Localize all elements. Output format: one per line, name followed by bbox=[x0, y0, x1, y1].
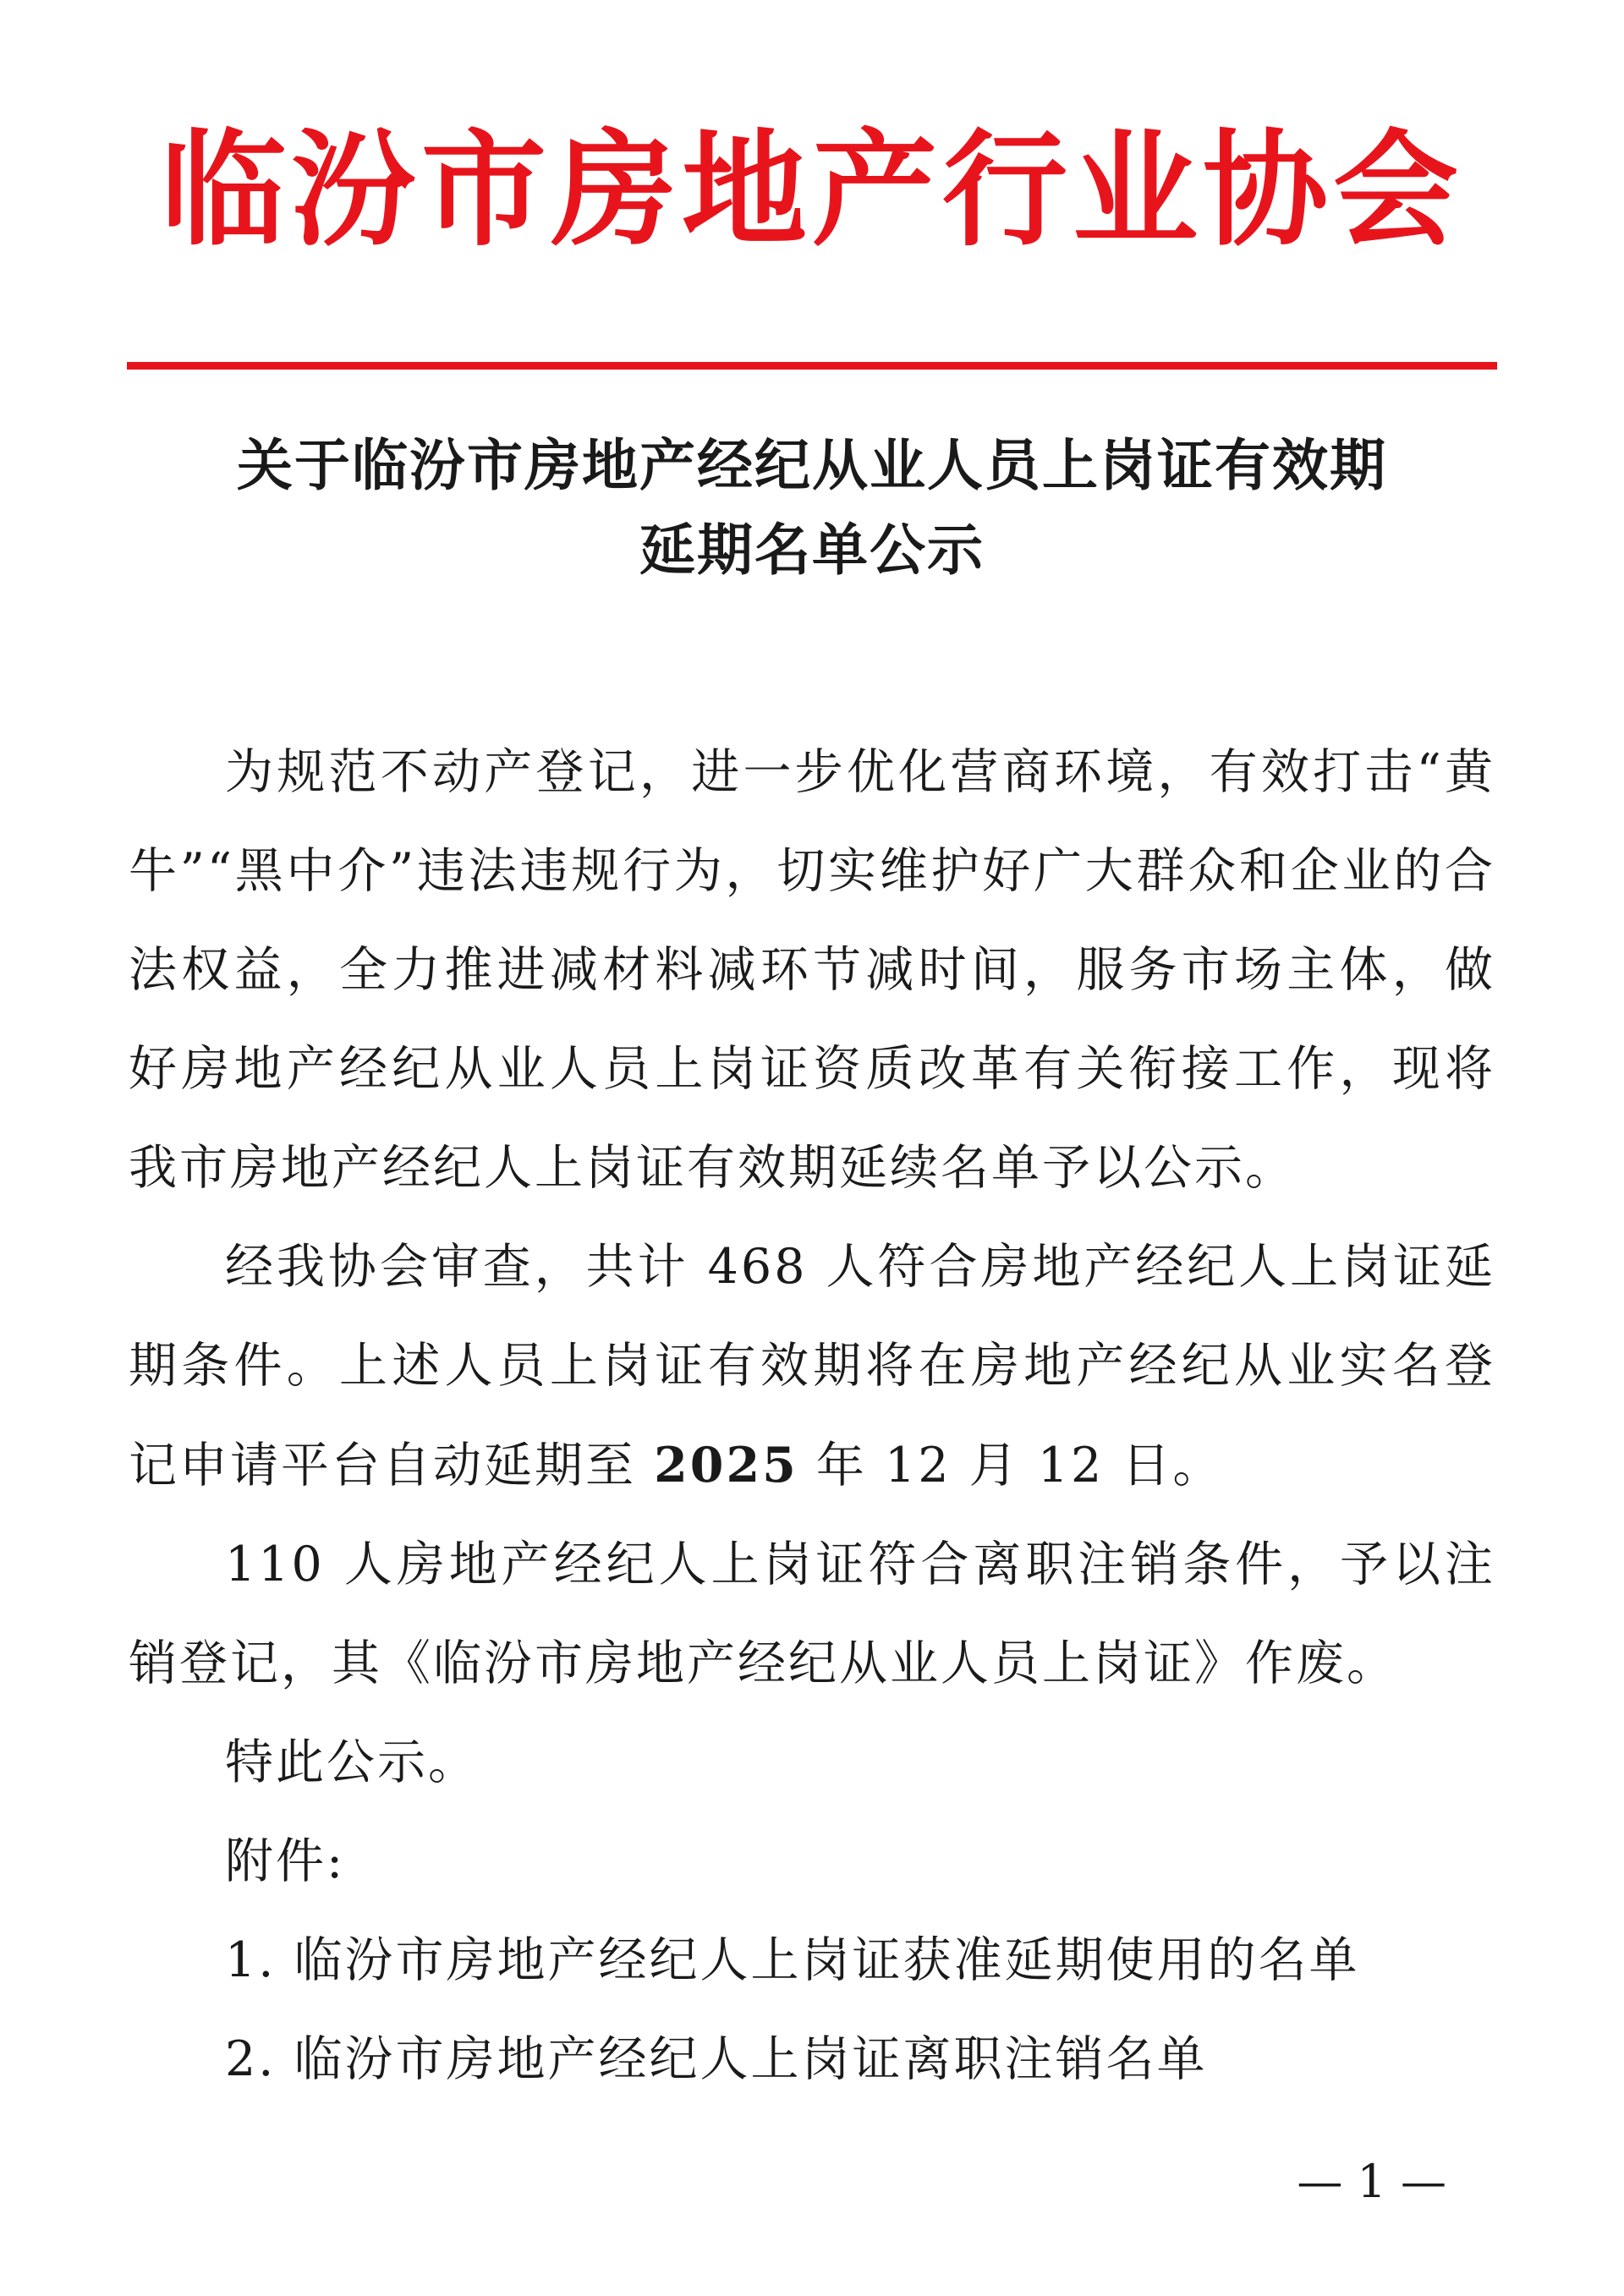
attachment-item-1: 1. 临汾市房地产经纪人上岗证获准延期使用的名单 bbox=[225, 1932, 1360, 1988]
document-title-line-2: 延期名单公示 bbox=[639, 517, 985, 583]
paragraph-review-date: 年 12 月 12 日。 bbox=[798, 1438, 1224, 1493]
attachment-item-2: 2. 临汾市房地产经纪人上岗证离职注销名单 bbox=[225, 2031, 1208, 2087]
page-number: — 1 — bbox=[1297, 2155, 1446, 2208]
attachments-label: 附件: bbox=[225, 1833, 346, 1889]
paragraph-review-text: 经我协会审查，共计 468 人符合房地产经纪人上岗证延期条件。上述人员上岗证有效期将在房地产经纪从业实名登记申请平台自动延期至 bbox=[129, 1239, 1495, 1493]
document-title-line-1: 关于临汾市房地产经纪从业人员上岗证有效期 bbox=[237, 432, 1387, 498]
paragraph-review bbox=[129, 1218, 1495, 1515]
document-body bbox=[129, 723, 1495, 2109]
paragraph-cancellation: 110 人房地产经纪人上岗证符合离职注销条件，予以注销登记，其《临汾市房地产经纪从业人员上岗证》作废。 bbox=[129, 1537, 1495, 1691]
paragraph-notice: 特此公示。 bbox=[225, 1734, 479, 1790]
paragraph-intro: 为规范不动产登记，进一步优化营商环境，有效打击“黄牛”“黑中介”违法违规行为，切实维护好广大群众和企业的合法权益，全力推进减材料减环节减时间，服务市场主体，做好房地产经纪从业人员上岗证资质改革有关衔接工作，现将我市房地产经纪人上岗证有效期延续名单予以公示。 bbox=[129, 744, 1495, 1196]
masthead-red-rule bbox=[127, 362, 1497, 370]
document-title bbox=[127, 423, 1497, 592]
masthead-org-name: 临汾市房地产行业协会 bbox=[161, 118, 1463, 263]
extension-year: 2025 bbox=[654, 1437, 798, 1493]
